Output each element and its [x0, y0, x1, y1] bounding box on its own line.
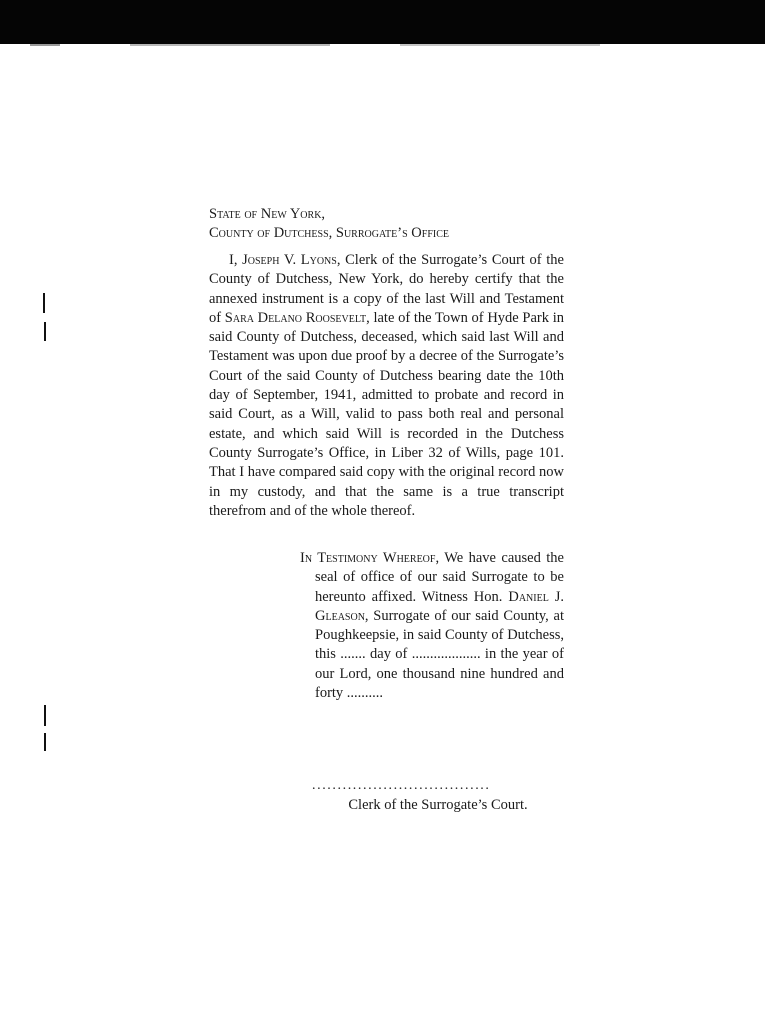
- testator-name: Sara Delano Roosevelt: [224, 309, 367, 326]
- surrogate-name: Daniel J. Gleason: [315, 588, 565, 624]
- signature-line: ...................................: [312, 778, 491, 793]
- testimony-lead: In Testimony Whereof: [300, 550, 436, 566]
- clerk-name: Joseph V. Lyons: [242, 252, 337, 268]
- scan-top-border: [0, 0, 765, 44]
- margin-mark-2: [44, 322, 46, 341]
- venue-line-county: County of Dutchess, Surrogate’s Office: [209, 225, 449, 241]
- certificate-paragraph: I, Joseph V. Lyons, Clerk of the Surrogate’s Court of the County of Dutchess, New York, do hereby certify that the annexed instrument is a copy of the last Will and Testament of Sara Delano Roosevelt, late of the Town of Hyde Park in said County of Dutchess, deceased, which said last Will and Testament was upon due proof by a decree of the Surrogate’s Court of the said County of Dutchess bearing date the 10th day of September, 1941, admitted to probate and record in said Court, as a Will, valid to pass both real and personal estate, and which said Will is recorded in the Dutchess County Surrogate’s Office, in Liber 32 of Wills, page 101. That I have compared said copy with the original record now in my custody, and that the same is a true transcript therefrom and of the whole thereof.: [209, 252, 564, 519]
- testimony-clause: In Testimony Whereof, We have caused the seal of office of our said Surrogate to be hereunto affixed. Witness Hon. Daniel J. Gleason, Surrogate of our said County, at Poughkeepsie, in said County of Dutchess, this ....... day of ................... in the year of our Lord, one thousand nine hundred and forty ..........: [300, 550, 565, 702]
- scan-top-border-edge: [0, 44, 765, 46]
- margin-mark-4: [44, 733, 46, 751]
- margin-mark-3: [44, 705, 46, 726]
- signature-title: Clerk of the Surrogate’s Court.: [348, 797, 528, 813]
- margin-mark-1: [43, 293, 45, 313]
- venue-line-state: State of New York,: [209, 206, 326, 222]
